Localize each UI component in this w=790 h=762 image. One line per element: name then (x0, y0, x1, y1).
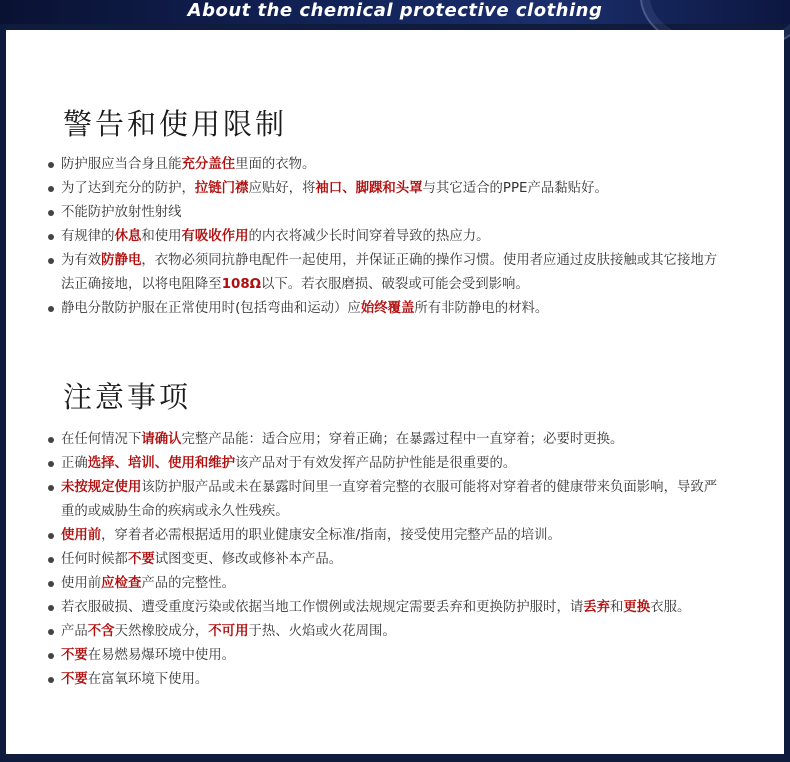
item-text: 以下。若衣服磨损、破裂或可能会受到影响。 (261, 277, 529, 292)
bullet-icon (48, 677, 54, 683)
highlight-text: 休息 (114, 229, 142, 244)
bullet-icon (48, 533, 54, 539)
highlight-text: 选择、培训、使用和维护 (87, 456, 236, 471)
list-item (48, 524, 728, 548)
item-text: 在富氧环境下使用。 (87, 672, 209, 687)
item-text: 产品 (61, 624, 88, 639)
bullet-icon (48, 485, 54, 491)
highlight-text: 108Ω (221, 277, 262, 292)
highlight-text: 更换 (623, 600, 651, 615)
list-item (48, 620, 728, 644)
item-text: 应贴好，将 (248, 181, 316, 196)
warnings-list (48, 153, 728, 321)
item-text: 任何时候都 (61, 552, 128, 567)
bullet-icon (48, 629, 54, 635)
highlight-text: 请确认 (141, 432, 182, 447)
cautions-list (48, 428, 728, 692)
cautions-title: 注意事项 (63, 380, 192, 414)
item-text: 不能防护放射性射线 (61, 205, 182, 220)
item-text: 产品的完整性。 (141, 576, 236, 591)
list-item (48, 644, 728, 668)
highlight-text: 不要 (61, 672, 88, 687)
list-item (48, 572, 728, 596)
bullet-icon (48, 557, 54, 563)
bullet-icon (48, 461, 54, 467)
list-item (48, 428, 728, 452)
list-item (48, 177, 728, 201)
item-text: 为了达到充分的防护， (61, 181, 195, 196)
item-text: 防护服应当合身且能 (61, 157, 182, 172)
item-text: 于热、火焰或火花周围。 (248, 624, 396, 639)
list-item (48, 668, 728, 692)
bullet-icon (48, 210, 54, 216)
highlight-text: 充分盖住 (181, 157, 236, 172)
list-item (48, 596, 728, 620)
bullet-icon (48, 605, 54, 611)
highlight-text: 不要 (127, 552, 155, 567)
bullet-icon (48, 653, 54, 659)
item-text: ，穿着者必需根据适用的职业健康安全标准/指南，接受使用完整产品的培训。 (101, 528, 561, 543)
highlight-text: 拉链门襟 (194, 181, 249, 196)
bullet-icon (48, 234, 54, 240)
item-text: 为有效 (61, 253, 102, 268)
item-text: ，衣物必须同抗静电配件一起使用，并保证正确的操作习惯。使用者应通过皮肤接触或其它接地方法正确接地，以将电阻降至 (61, 253, 718, 292)
highlight-text: 防静电 (101, 253, 142, 268)
item-text: 的内衣将减少长时间穿着导致的热应力。 (248, 229, 490, 244)
warnings-title: 警告和使用限制 (63, 107, 288, 141)
item-text: 在易燃易爆环境中使用。 (87, 648, 236, 663)
item-text: 完整产品能：适合应用；穿着正确；在暴露过程中一直穿着；必要时更换。 (181, 432, 624, 447)
item-text: 试图变更、修改或修补本产品。 (154, 552, 343, 567)
item-text: 和使用 (141, 229, 182, 244)
item-text: 有规律的 (61, 229, 115, 244)
bullet-icon (48, 437, 54, 443)
content-panel (6, 30, 784, 754)
highlight-text: 丢弃 (583, 600, 611, 615)
list-item (48, 452, 728, 476)
list-item (48, 201, 728, 225)
highlight-text: 未按规定使用 (61, 480, 142, 495)
highlight-text: 始终覆盖 (360, 301, 415, 316)
highlight-text: 有吸收作用 (181, 229, 249, 244)
list-item (48, 297, 728, 321)
list-item (48, 225, 728, 249)
bullet-icon (48, 306, 54, 312)
item-text: 该防护服产品或未在暴露时间里一直穿着完整的衣服可能将对穿着者的健康带来负面影响，导致严重的或威胁生命的疾病或永久性残疾。 (61, 480, 718, 519)
item-text: 静电分散防护服在正常使用时(包括弯曲和运动）应 (61, 301, 361, 316)
item-text: 该产品对于有效发挥产品防护性能是很重要的。 (235, 456, 517, 471)
item-text: 衣服。 (650, 600, 691, 615)
highlight-text: 不含 (87, 624, 115, 639)
header-banner (0, 0, 790, 24)
bullet-icon (48, 162, 54, 168)
highlight-text: 袖口、脚踝和头罩 (315, 181, 423, 196)
item-text: 正确 (61, 456, 88, 471)
item-text: 若衣服破损、遭受重度污染或依据当地工作惯例或法规规定需要丢弃和更换防护服时，请 (61, 600, 584, 615)
list-item (48, 249, 728, 297)
list-item (48, 548, 728, 572)
highlight-text: 不要 (61, 648, 88, 663)
item-text: 与其它适合的PPE产品黏贴好。 (422, 181, 608, 196)
highlight-text: 不可用 (208, 624, 249, 639)
list-item (48, 476, 728, 524)
header-title: About the chemical protective clothing (187, 0, 603, 21)
highlight-text: 应检查 (101, 576, 142, 591)
item-text: 和 (610, 600, 624, 615)
item-text: 在任何情况下 (61, 432, 142, 447)
highlight-text: 使用前 (61, 528, 102, 543)
item-text: 使用前 (61, 576, 102, 591)
bullet-icon (48, 581, 54, 587)
list-item (48, 153, 728, 177)
item-text: 里面的衣物。 (235, 157, 316, 172)
item-text: 所有非防静电的材料。 (414, 301, 549, 316)
bullet-icon (48, 186, 54, 192)
item-text: 天然橡胶成分， (114, 624, 209, 639)
bullet-icon (48, 258, 54, 264)
